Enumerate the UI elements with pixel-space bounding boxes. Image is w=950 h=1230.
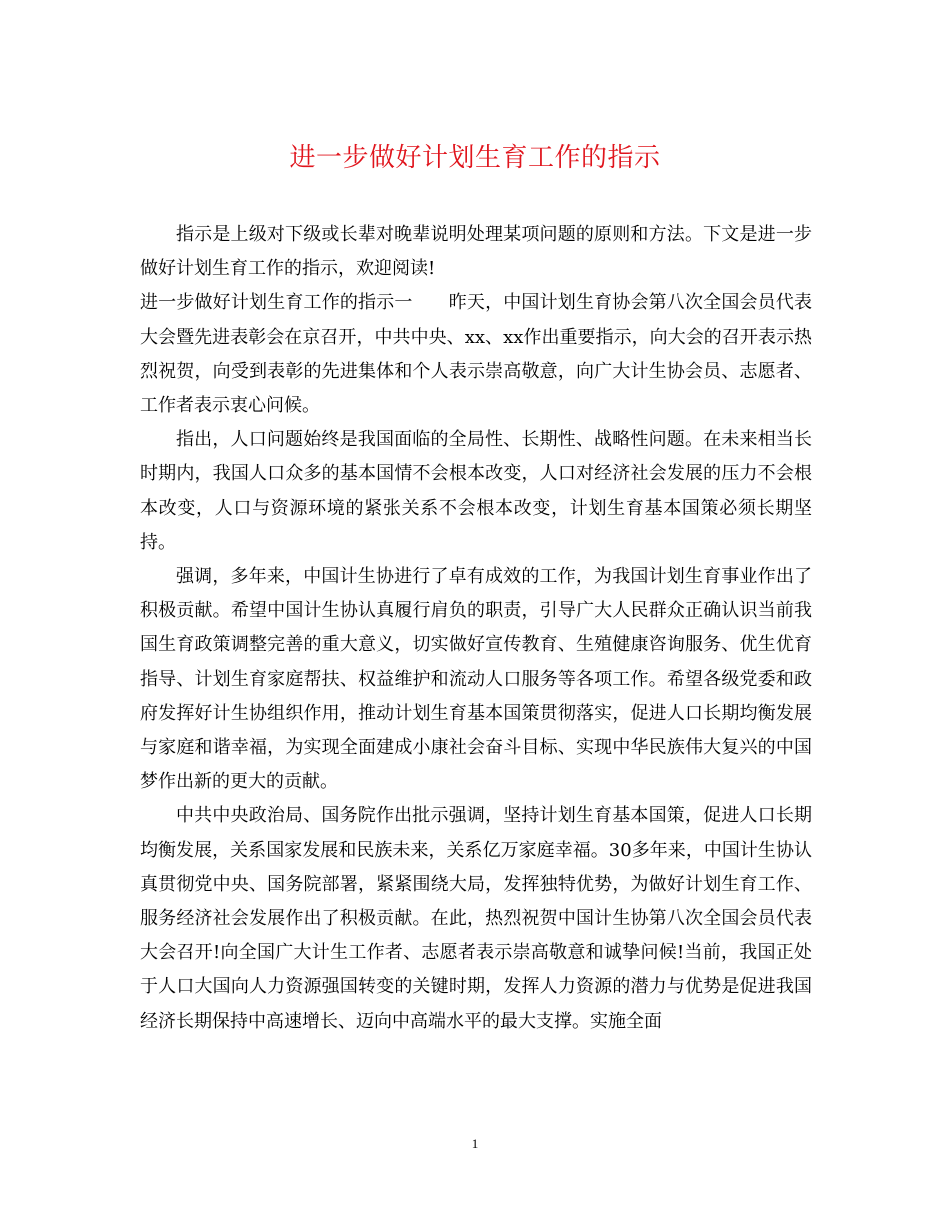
body-paragraph: 指出，人口问题始终是我国面临的全局性、长期性、战略性问题。在未来相当长时期内，我国人口众多的基本国情不会根本改变，人口对经济社会发展的压力不会根本改变，人口与资源环境的紧张关系不会根本改变，计划生育基本国策必须长期坚持。 (140, 429, 812, 553)
document-body (140, 218, 812, 1039)
section-heading: 进一步做好计划生育工作的指示一 (140, 292, 413, 314)
section-paragraph (140, 286, 812, 423)
section-first-paragraph: 昨天，中国计划生育协会第八次全国会员代表大会暨先进表彰会在京召开，中共中央、xx、xx作出重要指示，向大会的召开表示热烈祝贺，向受到表彰的先进集体和个人表示崇高敬意，向广大计生协会员、志愿者、工作者表示衷心问候。 (140, 292, 813, 417)
body-paragraph: 中共中央政治局、国务院作出批示强调，坚持计划生育基本国策，促进人口长期均衡发展，关系国家发展和民族未来，关系亿万家庭幸福。30多年来，中国计生协认真贯彻党中央、国务院部署，紧紧围绕大局，发挥独特优势，为做好计划生育工作、服务经济社会发展作出了积极贡献。在此，热烈祝贺中国计生协第八次全国会员代表大会召开!向全国广大计生工作者、志愿者表示崇高敬意和诚挚问候!当前，我国正处于人口大国向人力资源强国转变的关键时期，发挥人力资源的潜力与优势是促进我国经济长期保持中高速增长、迈向中高端水平的最大支撑。实施全面 (140, 805, 812, 1032)
body-paragraph: 强调，多年来，中国计生协进行了卓有成效的工作，为我国计划生育事业作出了积极贡献。希望中国计生协认真履行肩负的职责，引导广大人民群众正确认识当前我国生育政策调整完善的重大意义，切实做好宣传教育、生殖健康咨询服务、优生优育指导、计划生育家庭帮扶、权益维护和流动人口服务等各项工作。希望各级党委和政府发挥好计生协组织作用，推动计划生育基本国策贯彻落实，促进人口长期均衡发展与家庭和谐幸福，为实现全面建成小康社会奋斗目标、实现中华民族伟大复兴的中国梦作出新的更大的贡献。 (140, 566, 812, 793)
intro-paragraph: 指示是上级对下级或长辈对晚辈说明处理某项问题的原则和方法。下文是进一步做好计划生育工作的指示，欢迎阅读! (140, 224, 812, 280)
document-title: 进一步做好计划生育工作的指示 (289, 143, 661, 173)
page-number: 1 (471, 1136, 479, 1151)
